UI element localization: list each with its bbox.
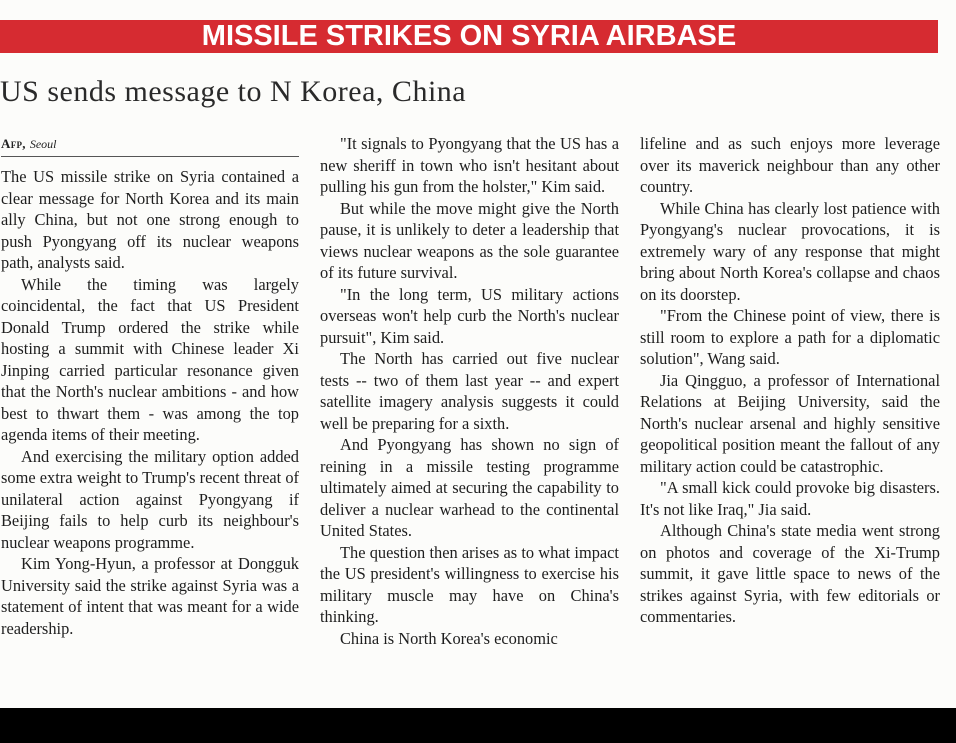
paragraph: "It signals to Pyongyang that the US has a new sheriff in town who isn't hesitant about pulling his gun from the holster," Kim said. xyxy=(320,134,619,196)
headline: US sends message to N Korea, China xyxy=(0,75,467,108)
byline xyxy=(1,134,299,157)
paragraph: Although China's state media went strong on photos and coverage of the Xi-Trump summit, it gave little space to news of the strikes against Syria, with few editorials or commentaries. xyxy=(640,521,940,626)
paragraph: While China has clearly lost patience with Pyongyang's nuclear provocations, it is extremely wary of any response that might bring about North Korea's collapse and chaos on its doorstep. xyxy=(640,198,940,304)
paragraph: The question then arises as to what impact the US president's willingness to exercise his military muscle may have on China's thinking. xyxy=(320,542,619,626)
paragraph: Jia Qingguo, a professor of International Relations at Beijing University, said the North's nuclear arsenal and highly sensitive geopolitical position meant the fallout of any military action could be catastrophic. xyxy=(640,370,940,476)
paragraph: The US missile strike on Syria contained a clear message for North Korea and its main ally China, but not one strong enough to push Pyongyang off its nuclear weapons path, analysts said. xyxy=(1,167,299,272)
byline-location: Seoul xyxy=(29,137,57,151)
paragraph: "In the long term, US military actions overseas won't help curb the North's nuclear pursuit", Kim said. xyxy=(320,284,619,347)
paragraph: Kim Yong-Hyun, a professor at Dongguk University said the strike against Syria was a statement of intent that was meant for a wide readership. xyxy=(1,554,299,638)
article-column-1 xyxy=(1,166,299,639)
paragraph: China is North Korea's economic xyxy=(340,628,558,648)
scan-border xyxy=(0,708,956,743)
section-banner: MISSILE STRIKES ON SYRIA AIRBASE xyxy=(0,20,938,53)
byline-agency: Afp, xyxy=(1,136,26,151)
paragraph: The North has carried out five nuclear tests -- two of them last year -- and expert satellite imagery analysis suggests it could well be preparing for a sixth. xyxy=(320,349,619,433)
article-column-2 xyxy=(320,133,619,649)
paragraph: "A small kick could provoke big disasters. It's not like Iraq," Jia said. xyxy=(640,478,940,519)
paragraph: And Pyongyang has shown no sign of reining in a missile testing programme ultimately aimed at securing the capability to deliver a nuclear warhead to the continental United States. xyxy=(320,435,619,540)
paragraph: lifeline and as such enjoys more leverage over its maverick neighbour than any other country. xyxy=(640,134,940,196)
article-column-3 xyxy=(640,133,940,628)
paragraph: "From the Chinese point of view, there is still room to explore a path for a diplomatic solution", Wang said. xyxy=(640,306,940,368)
paragraph: And exercising the military option added some extra weight to Trump's recent threat of unilateral action against Pyongyang if Beijing fails to help curb its neighbour's nuclear weapons programme. xyxy=(1,446,299,552)
paragraph: While the timing was largely coincidental, the fact that US President Donald Trump ordered the strike while hosting a summit with Chinese leader Xi Jinping carried particular resonance given that the North's nuclear ambitions - and how best to thwart them - was among the top agenda items of their meeting. xyxy=(1,274,299,444)
paragraph: But while the move might give the North pause, it is unlikely to deter a leadership that views nuclear weapons as the sole guarantee of its future survival. xyxy=(320,198,619,282)
